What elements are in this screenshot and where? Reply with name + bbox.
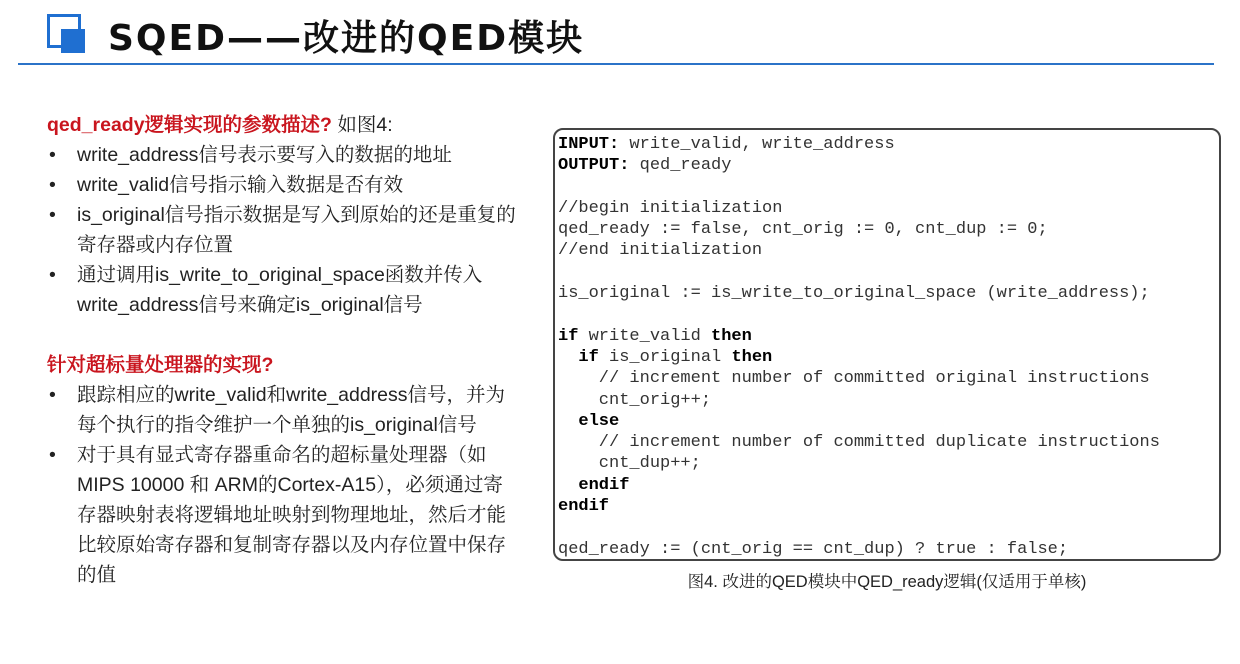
code-line <box>558 283 1219 304</box>
code-line <box>558 432 1219 453</box>
section1-heading <box>47 110 517 140</box>
section-logo-icon <box>47 14 89 56</box>
bullet-item: • 通过调用is_write_to_original_space函数并传入write_address信号来确定is_original信号 <box>47 260 517 320</box>
code-keyword: endif <box>558 475 630 495</box>
code-text: qed_ready := (cnt_orig == cnt_dup) ? true : false; <box>558 539 1069 559</box>
code-text: is_original := is_write_to_original_space (write_address); <box>558 284 1150 304</box>
code-line <box>558 198 1219 219</box>
code-line <box>558 453 1219 474</box>
code-line <box>558 347 1219 368</box>
section1-heading-suffix: 如图4: <box>331 114 393 136</box>
logo-filled-square <box>61 29 85 53</box>
code-line <box>558 517 1219 538</box>
code-line <box>558 155 1219 176</box>
section1-bullet-list <box>47 140 517 320</box>
pseudocode-box <box>553 128 1221 561</box>
code-keyword: OUTPUT: <box>558 156 630 176</box>
bullet-item: • write_valid信号指示输入数据是否有效 <box>47 170 517 200</box>
title-divider <box>18 63 1214 65</box>
code-text: //end initialization <box>558 241 763 261</box>
section1-heading-text: qed_ready逻辑实现的参数描述? <box>47 114 332 136</box>
code-line <box>558 496 1219 517</box>
section2-heading: 针对超标量处理器的实现? <box>47 354 274 376</box>
code-text: qed_ready := false, cnt_orig := 0, cnt_dup := 0; <box>558 220 1048 240</box>
description-panel <box>47 110 517 590</box>
code-keyword: if <box>558 347 599 367</box>
bullet-item: • 跟踪相应的write_valid和write_address信号，并为每个执行的指令维护一个单独的is_original信号 <box>47 380 517 440</box>
code-line <box>558 262 1219 283</box>
code-text: is_original <box>598 347 732 367</box>
slide-title: SQED——改进的QED模块 <box>108 18 585 59</box>
code-keyword: endif <box>558 497 610 517</box>
code-text: cnt_orig++; <box>558 390 712 410</box>
code-line <box>558 390 1219 411</box>
code-line <box>558 304 1219 325</box>
code-keyword: then <box>731 347 773 367</box>
code-text: //begin initialization <box>558 198 783 218</box>
code-text: // increment number of committed duplicate instructions <box>558 433 1160 453</box>
bullet-item: • 对于具有显式寄存器重命名的超标量处理器（如MIPS 10000 和 ARM的Cortex-A15），必须通过寄存器映射表将逻辑地址映射到物理地址，然后才能比较原始寄存器和复制寄存器以及内存位置中保存的值 <box>47 440 517 590</box>
bullet-item: • write_address信号表示要写入的数据的地址 <box>47 140 517 170</box>
code-line <box>558 326 1219 347</box>
code-keyword: INPUT: <box>558 135 620 154</box>
code-text: // increment number of committed original instructions <box>558 369 1150 389</box>
figure-caption: 图4. 改进的QED模块中QED_ready逻辑(仅适用于单核) <box>687 573 1087 591</box>
code-line <box>558 475 1219 496</box>
bullet-item: • is_original信号指示数据是写入到原始的还是重复的寄存器或内存位置 <box>47 200 517 260</box>
code-text: qed_ready <box>629 156 732 176</box>
code-line <box>558 177 1219 198</box>
code-line <box>558 411 1219 432</box>
code-keyword: if <box>558 326 579 346</box>
code-text: write_valid <box>578 326 712 346</box>
section2-bullet-list <box>47 380 517 590</box>
code-line <box>558 240 1219 261</box>
code-text: write_valid, write_address <box>619 135 895 154</box>
code-keyword: then <box>711 326 752 346</box>
code-keyword: else <box>558 411 620 431</box>
code-line <box>558 219 1219 240</box>
code-line <box>558 368 1219 389</box>
code-line <box>558 539 1219 560</box>
code-line <box>558 134 1219 155</box>
code-text: cnt_dup++; <box>558 454 701 474</box>
